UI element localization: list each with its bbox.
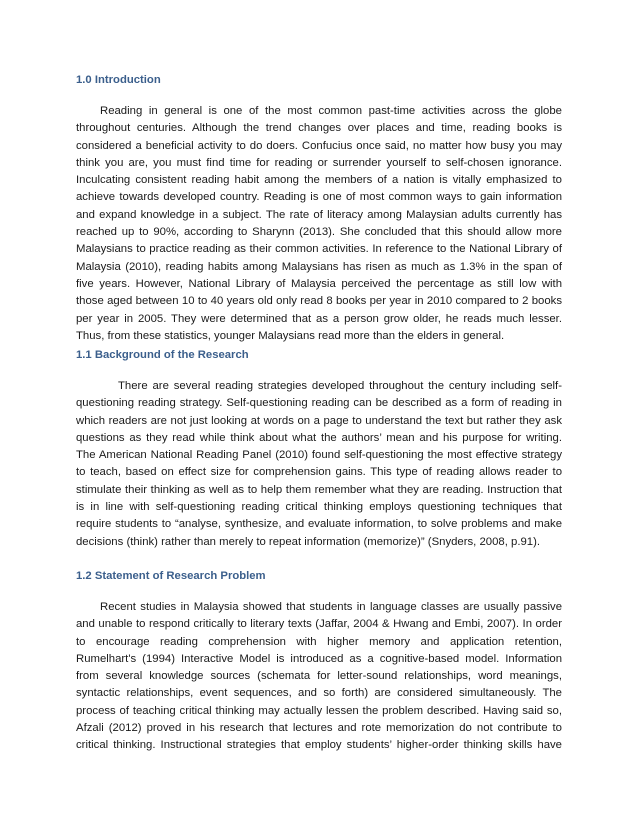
text-line: throughout centuries. Although the trend changes over places and time, reading books is — [76, 122, 562, 135]
text-line: require students to “analyse, synthesize, and evaluate information, to solve problems and make — [76, 518, 562, 531]
section-heading-background: 1.1 Background of the Research — [76, 349, 249, 361]
paragraph-introduction — [76, 103, 562, 345]
paragraph-background — [76, 378, 562, 551]
text-line: which readers are not just looking at words on a page to understand the text but rather they ask — [76, 414, 562, 427]
text-line: questions as they read while think about what the authors’ mean and his purpose for writing. — [76, 431, 562, 444]
section-heading-introduction: 1.0 Introduction — [76, 74, 161, 86]
text-line: achieve towards developed country. Reading is one of most common ways to gain information — [76, 191, 562, 204]
text-line: per year in 2005. They were determined that as a person grow older, he reads much lesser. — [76, 312, 562, 325]
text-line: Malaysians to practice reading as their common activities. In reference to the National Library of — [76, 243, 562, 256]
text-line: from several knowledge sources (schemata for letter-sound relationships, word meanings, — [76, 670, 562, 683]
text-line: is in line with self-questioning reading critical thinking employs questioning techniques that — [76, 501, 562, 514]
text-line: five years. However, National Library of Malaysia perceived the percentage as still low with — [76, 277, 562, 290]
text-line: syntactic relationships, event sequences, and so forth) are considered simultaneously. The — [76, 687, 562, 700]
section-heading-research-problem: 1.2 Statement of Research Problem — [76, 570, 266, 582]
text-line: and unable to respond critically to literary texts (Jaffar, 2004 & Hwang and Embi, 2007). In order — [76, 618, 562, 631]
text-line: decisions (think) rather than merely to repeat information (memorize)” (Snyders, 2008, p.91). — [76, 535, 541, 548]
text-line: reached up to 90%, according to Sharynn (2013). She concluded that this should allow more — [76, 226, 562, 239]
text-line: to encourage reading comprehension with higher memory and application retention, — [76, 635, 562, 648]
text-line: and expand knowledge in a subject. The rate of literacy among Malaysian adults currently has — [76, 208, 562, 221]
text-line: Afzali (2012) proved in his research that lectures and rote memorization do not contribute to — [76, 722, 562, 735]
text-line: Thus, from these statistics, younger Malaysians read more than the elders in general. — [76, 329, 505, 342]
text-line: stimulate their thinking as well as to help them remember what they are reading. Instruction that — [76, 483, 562, 496]
text-line: Reading in general is one of the most common past-time activities across the globe — [100, 105, 562, 117]
paragraph-research-problem — [76, 599, 562, 755]
text-line: questioning reading strategy. Self-questioning reading can be described as a form of reading in — [76, 397, 562, 410]
text-line: The American National Reading Panel (2010) found self-questioning the most effective strategy — [76, 449, 562, 462]
text-line: Inculcating consistent reading habit among the members of a nation is vitally emphasized to — [76, 174, 562, 187]
text-line: to teach, based on effect size for comprehension gains. This type of reading allows reader to — [76, 466, 562, 479]
text-line: Malaysia (2010), reading habits among Malaysians has risen as much as 1.3% in the span of — [76, 260, 562, 273]
text-line: critical thinking. Instructional strategies that employ students’ higher-order thinking skills have — [76, 739, 562, 752]
text-line: considered a beneficial activity to do doers. Confucius once said, no matter how busy you may — [76, 139, 562, 152]
text-line: Rumelhart's (1994) Interactive Model is introduced as a cognitive-based model. Information — [76, 652, 562, 665]
text-line: There are several reading strategies developed throughout the century including self- — [118, 380, 562, 392]
text-line: process of teaching critical thinking may actually lessen the problem described. Having said so, — [76, 704, 562, 717]
text-line: Recent studies in Malaysia showed that students in language classes are usually passive — [100, 601, 562, 613]
text-line: think you are, you must find time for reading or surrender yourself to self-chosen ignorance. — [76, 156, 562, 169]
text-line: those aged between 10 to 40 years old only read 8 books per year in 2010 compared to 2 books — [76, 295, 562, 308]
